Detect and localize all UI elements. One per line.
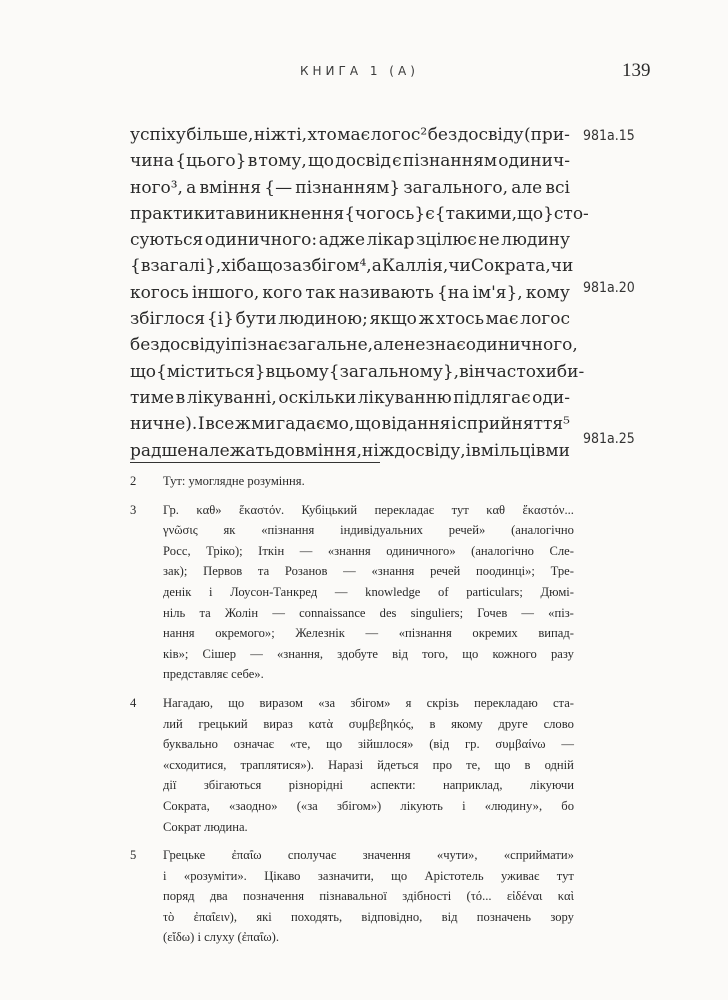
text-line: збіглося {і} бути людиною; якщо ж хтось має логос (130, 309, 570, 330)
page-number: 139 (622, 60, 651, 81)
text-line: чина {цього} в тому, що досвід є пізнанням одинич- (130, 151, 570, 172)
footnote-line: буквально означає «те, що зійшлося» (від гр. συμβαίνω — (163, 737, 574, 752)
footnote (130, 845, 574, 948)
text-line: без досвіду і пізнає загальне, але не знає одиничного, (130, 335, 578, 356)
footnote-text (163, 471, 574, 492)
footnote-line: дії збігаються різнорідні аспекти: наприклад, лікуючи (163, 778, 574, 793)
footnote-line: τὸ ἐπαΐειν), які походять, відповідно, від позначень зору (163, 909, 574, 924)
footnote-line: ків»; Сішер — «знання, здобуте від того, що кожного разу (163, 646, 574, 661)
footnote-line: «сходитися, траплятися»). Наразі йдеться про те, що в одній (163, 757, 574, 772)
margin-reference: 981a.20 (583, 280, 635, 296)
footnote-line: поряд два позначення пізнавальної здібності (τό... εἰδέναι καὶ (163, 889, 574, 904)
text-line: когось іншого, кого так називають {на ім'я}, кому (130, 282, 570, 303)
text-line: суються одиничного: адже лікар зцілює не людину (130, 230, 570, 251)
footnote-text (163, 500, 574, 685)
text-line: {взагалі}, хіба що за збігом⁴, а Каллія, чи Сократа, чи (130, 256, 574, 277)
footnote-line: Нагадаю, що виразом «за збігом» я скрізь перекладаю ста- (163, 695, 574, 710)
footnote-text (163, 693, 574, 837)
footnote-line: ніль та Жолін — connaissance des singuliers; Гочев — «піз- (163, 605, 574, 620)
margin-reference: 981a.25 (583, 431, 635, 447)
footnote-number: 5 (130, 848, 137, 863)
footnote-number: 2 (130, 474, 137, 488)
footnote-line: Сократ людина. (163, 819, 248, 834)
footnote (130, 471, 574, 492)
text-line: що {міститься} в цьому {загальному}, він часто хиби- (130, 361, 585, 382)
main-text (130, 122, 589, 464)
text-line: ничне). І все ж ми гадаємо, що відання і сприйняття⁵ (130, 414, 570, 435)
footnote-line: Гр. καθ» ἕκαστόν. Кубіцький перекладає тут καθ ἕκαστόν... (163, 502, 574, 517)
footnote-line: і «розуміти». Цікаво зазначити, що Арістотель уживає тут (163, 868, 574, 883)
footnote-divider (130, 462, 380, 463)
text-line: тиме в лікуванні, оскільки лікуванню підлягає оди- (130, 387, 570, 408)
margin-reference: 981a.15 (583, 128, 635, 144)
text-line: практики та виникнення {чогось} є {такими, що} сто- (130, 203, 589, 224)
footnote (130, 693, 574, 837)
footnote-line: Росс, Тріко); Іткін — «знання одиничного» (аналогічно Сле- (163, 543, 574, 558)
footnote-number: 3 (130, 502, 137, 517)
text-line: ного³, а вміння {— пізнанням} загального, але всі (130, 177, 570, 198)
footnote-line: Сократа, «заодно» («за збігом») лікують і «людину», бо (163, 798, 574, 813)
page-header (0, 60, 728, 84)
footnote-line: Тут: умоглядне розуміння. (163, 474, 305, 488)
footnote-line: Грецьке ἐπαΐω сполучає значення «чути», «сприймати» (163, 848, 574, 863)
running-head: КНИГА 1 (А) (300, 64, 419, 78)
footnote (130, 500, 574, 685)
text-line: успіху більше, ніж ті, хто має логос² без досвіду (при- (130, 125, 570, 145)
footnotes (130, 471, 574, 956)
footnote-text (163, 845, 574, 948)
footnote-line: лий грецький вираз κατὰ συμβεβηκός, в якому друге слово (163, 716, 574, 731)
footnote-line: денік і Лоусон-Танкред — knowledge of particulars; Дюмі- (163, 584, 574, 599)
footnote-line: γνῶσις як «пізнання індивідуальних речей» (аналогічно (163, 523, 574, 538)
text-line: радше належать до вміння, ніж досвіду, і вмільців ми (130, 440, 570, 461)
footnote-line: зак); Первов та Розанов — «знання речей поодинці»; Тре- (163, 564, 574, 579)
footnote-line: (εἴδω) і слуху (ἐπαΐω). (163, 930, 279, 945)
footnote-line: нання окремого»; Железнік — «пізнання окремих випад- (163, 626, 574, 641)
footnote-line: представляє себе». (163, 667, 264, 682)
footnote-number: 4 (130, 695, 137, 710)
